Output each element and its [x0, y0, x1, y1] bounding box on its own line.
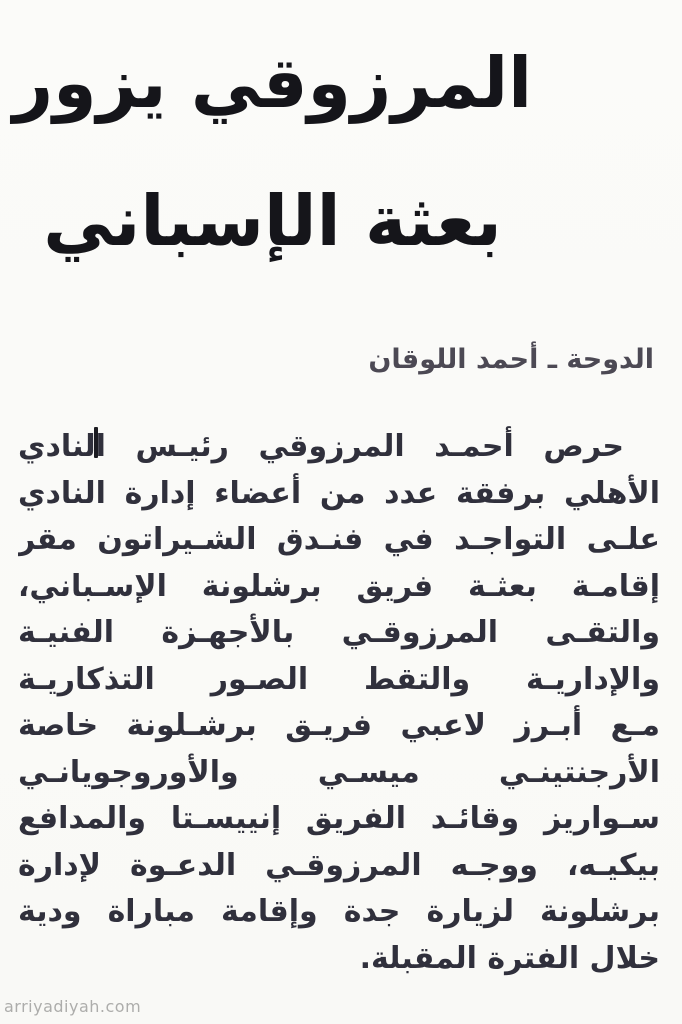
headline-line-1: المرزوقي يزور [12, 42, 533, 124]
body-line: والإداريـة والتقط الصـور التذكاريـة [18, 661, 660, 697]
watermark-text: arriyadiyah.com [4, 997, 142, 1016]
body-line: الأرجنتينـي ميسـي والأوروجويانـي [18, 754, 660, 790]
body-line: إقامـة بعثـة فريق برشلونة الإسـباني، [18, 568, 660, 604]
body-line: مـع أبـرز لاعبي فريـق برشـلونة خاصة [18, 708, 660, 743]
body-line: علـى التواجـد في فنـدق الشـيراتون مقر [18, 522, 660, 557]
body-line: بيكيـه، ووجـه المرزوقـي الدعـوة لإدارة [18, 847, 660, 883]
body-line: والتقـى المرزوقـي بالأجهـزة الفنيـة [18, 615, 660, 650]
article-body [18, 424, 660, 982]
article-byline: الدوحة ـ أحمد اللوقان [368, 344, 654, 375]
body-line: الأهلي برفقة عدد من أعضاء إدارة النادي [18, 475, 660, 511]
body-line: برشلونة لزيارة جدة وإقامة مباراة ودية [18, 894, 660, 929]
article-headline [0, 14, 545, 290]
body-line: حرص أحمـد المرزوقي رئيـس النادي [18, 429, 624, 464]
body-line: خلال الفترة المقبلة. [359, 940, 660, 976]
headline-line-2: بعثة الإسباني [43, 180, 502, 262]
body-line: سـواريز وقائـد الفريق إنييسـتا والمدافع [18, 801, 660, 836]
